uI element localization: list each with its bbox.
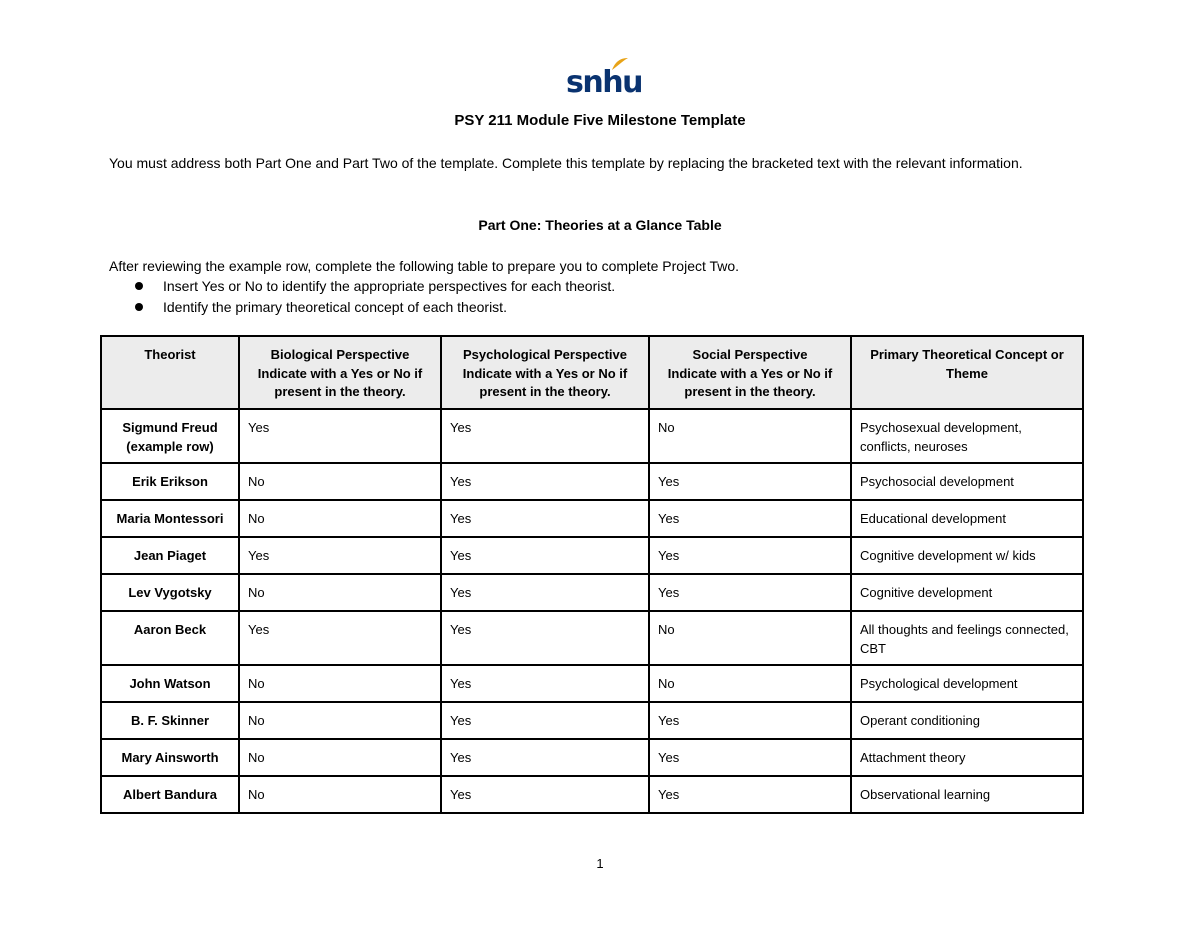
cell-concept: All thoughts and feelings connected, CBT bbox=[851, 611, 1083, 665]
theories-table bbox=[100, 335, 1084, 814]
cell-social: Yes bbox=[649, 500, 851, 537]
cell-psychological: Yes bbox=[441, 611, 649, 665]
table-row bbox=[101, 500, 1083, 537]
cell-biological: No bbox=[239, 776, 441, 813]
cell-psychological: Yes bbox=[441, 739, 649, 776]
cell-concept: Psychosexual development, conflicts, neuroses bbox=[851, 409, 1083, 463]
header-biological: Biological Perspective Indicate with a Yes or No if present in the theory. bbox=[239, 336, 441, 409]
cell-social: No bbox=[649, 611, 851, 665]
bullet-item bbox=[131, 297, 615, 318]
cell-social: Yes bbox=[649, 537, 851, 574]
cell-social: Yes bbox=[649, 702, 851, 739]
table-row bbox=[101, 409, 1083, 463]
part-one-heading: Part One: Theories at a Glance Table bbox=[478, 217, 722, 233]
cell-social: Yes bbox=[649, 776, 851, 813]
cell-biological: No bbox=[239, 463, 441, 500]
cell-theorist: Aaron Beck bbox=[101, 611, 239, 665]
header-concept: Primary Theoretical Concept or Theme bbox=[851, 336, 1083, 409]
cell-concept: Psychological development bbox=[851, 665, 1083, 702]
document-title: PSY 211 Module Five Milestone Template bbox=[454, 112, 746, 129]
cell-psychological: Yes bbox=[441, 574, 649, 611]
cell-theorist: Erik Erikson bbox=[101, 463, 239, 500]
table-row bbox=[101, 776, 1083, 813]
cell-psychological: Yes bbox=[441, 537, 649, 574]
cell-biological: No bbox=[239, 702, 441, 739]
table-row bbox=[101, 463, 1083, 500]
cell-psychological: Yes bbox=[441, 409, 649, 463]
cell-biological: No bbox=[239, 500, 441, 537]
instruction-bullets bbox=[131, 276, 615, 318]
snhu-logo bbox=[566, 56, 642, 104]
cell-social: No bbox=[649, 409, 851, 463]
intro-paragraph: You must address both Part One and Part Two of the template. Complete this template by replacing the bracketed text with the relevant information. bbox=[109, 155, 1023, 171]
cell-psychological: Yes bbox=[441, 463, 649, 500]
table-row bbox=[101, 611, 1083, 665]
bullet-item bbox=[131, 276, 615, 297]
leaf-icon bbox=[610, 56, 630, 72]
cell-biological: Yes bbox=[239, 537, 441, 574]
cell-psychological: Yes bbox=[441, 702, 649, 739]
header-theorist: Theorist bbox=[101, 336, 239, 409]
table-row bbox=[101, 665, 1083, 702]
cell-theorist: John Watson bbox=[101, 665, 239, 702]
cell-psychological: Yes bbox=[441, 665, 649, 702]
cell-biological: Yes bbox=[239, 611, 441, 665]
cell-theorist: Maria Montessori bbox=[101, 500, 239, 537]
bullet-text: Identify the primary theoretical concept of each theorist. bbox=[163, 299, 507, 315]
cell-concept: Educational development bbox=[851, 500, 1083, 537]
page-number: 1 bbox=[596, 856, 604, 871]
cell-concept: Cognitive development bbox=[851, 574, 1083, 611]
table-header-row bbox=[101, 336, 1083, 409]
cell-theorist: Albert Bandura bbox=[101, 776, 239, 813]
cell-theorist: Lev Vygotsky bbox=[101, 574, 239, 611]
cell-biological: No bbox=[239, 574, 441, 611]
table-row bbox=[101, 537, 1083, 574]
cell-social: No bbox=[649, 665, 851, 702]
instructions-paragraph: After reviewing the example row, complete the following table to prepare you to complete Project Two. bbox=[109, 258, 740, 274]
cell-biological: Yes bbox=[239, 409, 441, 463]
cell-biological: No bbox=[239, 665, 441, 702]
cell-concept: Psychosocial development bbox=[851, 463, 1083, 500]
table-row bbox=[101, 739, 1083, 776]
cell-psychological: Yes bbox=[441, 500, 649, 537]
cell-concept: Operant conditioning bbox=[851, 702, 1083, 739]
cell-concept: Observational learning bbox=[851, 776, 1083, 813]
cell-theorist: Mary Ainsworth bbox=[101, 739, 239, 776]
cell-theorist: Jean Piaget bbox=[101, 537, 239, 574]
table-row bbox=[101, 574, 1083, 611]
cell-social: Yes bbox=[649, 463, 851, 500]
header-social: Social Perspective Indicate with a Yes or No if present in the theory. bbox=[649, 336, 851, 409]
cell-social: Yes bbox=[649, 574, 851, 611]
bullet-text: Insert Yes or No to identify the appropriate perspectives for each theorist. bbox=[163, 278, 616, 294]
table-row bbox=[101, 702, 1083, 739]
cell-social: Yes bbox=[649, 739, 851, 776]
logo-text: snhu bbox=[566, 65, 642, 100]
cell-concept: Attachment theory bbox=[851, 739, 1083, 776]
cell-concept: Cognitive development w/ kids bbox=[851, 537, 1083, 574]
bullet-dot-icon bbox=[135, 282, 143, 290]
cell-theorist: Sigmund Freud (example row) bbox=[101, 409, 239, 463]
cell-psychological: Yes bbox=[441, 776, 649, 813]
bullet-dot-icon bbox=[135, 303, 143, 311]
cell-biological: No bbox=[239, 739, 441, 776]
header-psychological: Psychological Perspective Indicate with a Yes or No if present in the theory. bbox=[441, 336, 649, 409]
cell-theorist: B. F. Skinner bbox=[101, 702, 239, 739]
